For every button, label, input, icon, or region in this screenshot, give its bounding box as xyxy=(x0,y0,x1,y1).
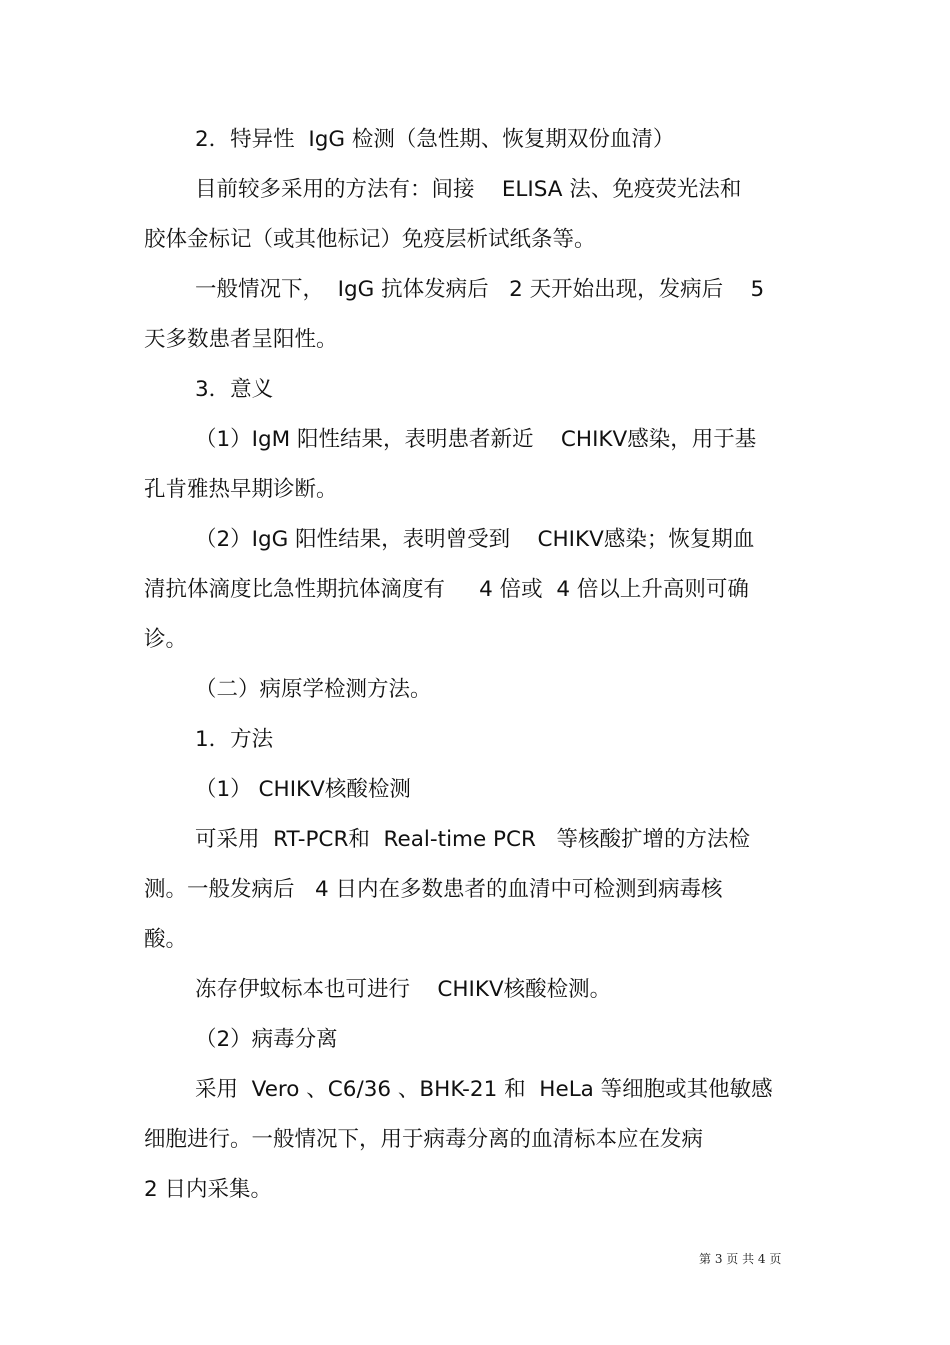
text-line: 目前较多采用的方法有：间接 ELISA 法、免疫荧光法和 xyxy=(195,177,742,202)
text-line: 胶体金标记（或其他标记）免疫层析试纸条等。 xyxy=(144,227,596,252)
text-line: （1） CHIKV核酸检测 xyxy=(195,777,411,802)
text-line: 冻存伊蚊标本也可进行 CHIKV核酸检测。 xyxy=(195,977,612,1002)
text-line: 孔肯雅热早期诊断。 xyxy=(144,477,338,502)
text-line: 天多数患者呈阳性。 xyxy=(144,327,338,352)
text-line: （二）病原学检测方法。 xyxy=(195,677,432,702)
text-line: （1）IgM 阳性结果，表明患者新近 CHIKV感染，用于基 xyxy=(195,427,757,452)
text-line: 诊。 xyxy=(144,627,188,652)
text-line: 2．特异性 IgG 检测（急性期、恢复期双份血清） xyxy=(195,127,675,152)
text-line: 细胞进行。一般情况下，用于病毒分离的血清标本应在发病 xyxy=(144,1127,704,1152)
text-line: （2）IgG 阳性结果，表明曾受到 CHIKV感染；恢复期血 xyxy=(195,527,755,552)
text-line: 可采用 RT-PCR和 Real-time PCR 等核酸扩增的方法检 xyxy=(195,827,750,852)
text-line: 采用 Vero 、C6/36 、BHK-21 和 HeLa 等细胞或其他敏感 xyxy=(195,1077,773,1102)
page-number-footer: 第 3 页 共 4 页 xyxy=(699,1252,782,1266)
text-line: 酸。 xyxy=(144,927,188,952)
text-line: 1．方法 xyxy=(195,727,274,752)
text-line: 清抗体滴度比急性期抗体滴度有 4 倍或 4 倍以上升高则可确 xyxy=(144,577,749,602)
text-line: 3．意义 xyxy=(195,377,274,402)
text-line: （2）病毒分离 xyxy=(195,1027,338,1052)
text-line: 一般情况下， IgG 抗体发病后 2 天开始出现，发病后 5 xyxy=(195,277,765,302)
text-line: 测。一般发病后 4 日内在多数患者的血清中可检测到病毒核 xyxy=(144,877,723,902)
text-line: 2 日内采集。 xyxy=(144,1177,273,1202)
